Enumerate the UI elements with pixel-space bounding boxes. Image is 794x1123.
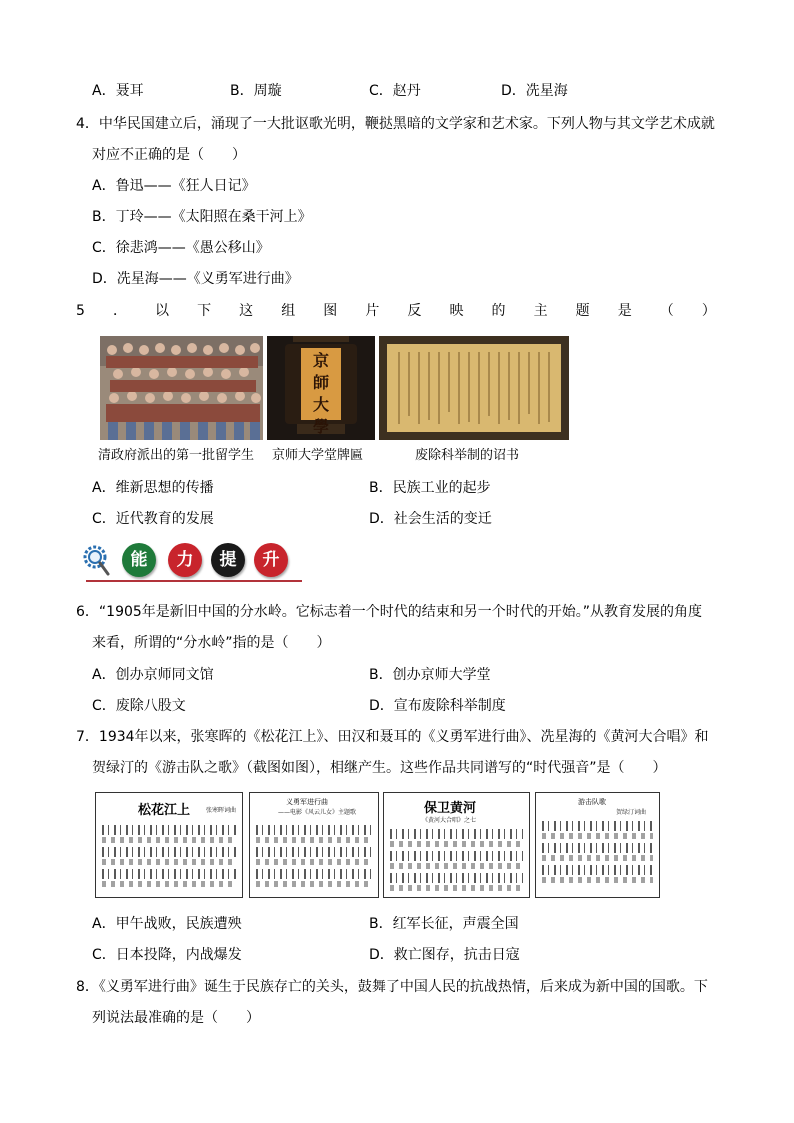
caption-edict: 废除科举制的诏书 (415, 448, 520, 463)
score-title: 保卫黄河 (424, 801, 477, 816)
q7-option-c: C．日本投降，内战爆发 (92, 947, 242, 963)
q3-option-b: B．周璇 (230, 83, 282, 99)
banner-char-1: 能 (122, 543, 156, 577)
score-subtitle: 贺绿汀词曲 (616, 809, 647, 816)
score-title: 游击队歌 (578, 798, 606, 806)
banner-char-3: 提 (211, 543, 245, 577)
q3-option-c: C．赵丹 (369, 83, 421, 99)
q5-stem: 5 ． 以 下 这 组 图 片 反 映 的 主 题 是 （ ） (76, 303, 716, 319)
q6-stem-line1: 6．“1905年是新旧中国的分水岭。它标志着一个时代的结束和另一个时代的开始。”从教育发展的角度 (76, 604, 703, 620)
banner-char-2: 力 (168, 543, 202, 577)
q6-option-b: B．创办京师大学堂 (369, 667, 491, 683)
score-volunteers-march (249, 792, 379, 898)
q4-option-d: D．冼星海——《义勇军进行曲》 (92, 271, 299, 287)
q5-option-b: B．民族工业的起步 (369, 480, 491, 496)
q7-stem-line1: 7．1934年以来，张寒晖的《松花江上》、田汉和聂耳的《义勇军进行曲》、冼星海的《黄河大合唱》和 (76, 729, 709, 745)
q4-stem-line2: 对应不正确的是（ ） (92, 147, 246, 163)
q7-option-d: D．救亡图存，抗击日寇 (369, 947, 520, 963)
q5-option-a: A．维新思想的传播 (92, 480, 214, 496)
caption-students: 清政府派出的第一批留学生 (98, 448, 255, 463)
q3-option-a: A．聂耳 (92, 83, 144, 99)
q5-option-c: C．近代教育的发展 (92, 511, 214, 527)
students-photo (100, 336, 263, 440)
score-guerrilla-song (535, 792, 660, 898)
q6-option-d: D．宣布废除科举制度 (369, 698, 506, 714)
section-banner-ability-improvement (82, 540, 304, 586)
q4-option-b: B．丁玲——《太阳照在桑干河上》 (92, 209, 312, 225)
q7-stem-line2: 贺绿汀的《游击队之歌》（截图如图），相继产生。这些作品共同谱写的“时代强音”是（ ） (92, 760, 667, 776)
q7-option-a: A．甲午战败，民族遭殃 (92, 916, 242, 932)
banner-char-4: 升 (254, 543, 288, 577)
q4-option-a: A．鲁迅——《狂人日记》 (92, 178, 256, 194)
score-songhua-river (95, 792, 243, 898)
banner-underline (86, 580, 302, 582)
q5-option-d: D．社会生活的变迁 (369, 511, 492, 527)
q6-option-a: A．创办京师同文馆 (92, 667, 214, 683)
imperial-university-plaque (267, 336, 375, 440)
imperial-edict-image (379, 336, 569, 440)
q3-option-d: D．冼星海 (501, 83, 568, 99)
caption-plaque: 京师大学堂牌匾 (272, 448, 364, 463)
q8-stem-line2: 列说法最准确的是（ ） (92, 1010, 260, 1026)
q6-option-c: C．废除八股文 (92, 698, 186, 714)
score-title: 义勇军进行曲 (286, 798, 328, 806)
score-subtitle: 张寒晖词曲 (206, 807, 237, 814)
q4-stem-line1: 4．中华民国建立后，涌现了一大批讴歌光明，鞭挞黑暗的文学家和艺术家。下列人物与其文学艺术成就 (76, 116, 715, 132)
q8-stem-line1: 8．《义勇军进行曲》诞生于民族存亡的关头，鼓舞了中国人民的抗战热情，后来成为新中国的国歌。下 (76, 979, 708, 995)
q7-option-b: B．红军长征，声震全国 (369, 916, 519, 932)
plaque-text: 京師大學 (312, 351, 329, 436)
score-subtitle: 《黄河大合唱》之七 (422, 817, 477, 824)
score-subtitle: ——电影《风云儿女》主题歌 (278, 809, 357, 816)
q4-option-c: C．徐悲鸿——《愚公移山》 (92, 240, 270, 256)
q6-stem-line2: 来看，所谓的“分水岭”指的是（ ） (92, 635, 331, 651)
score-defend-yellow-river (383, 792, 530, 898)
score-title: 松花江上 (138, 803, 191, 818)
gear-magnifier-icon (82, 544, 114, 576)
